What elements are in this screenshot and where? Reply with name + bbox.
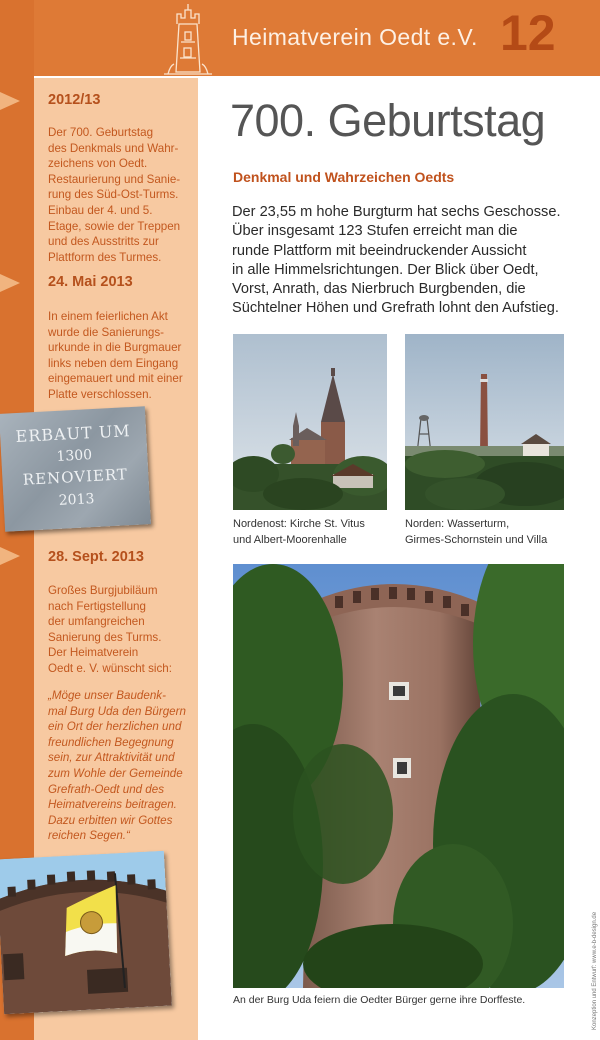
sidebar-quote: „Möge unser Baudenk- mal Burg Uda den Bürgern ein Ort der herzlichen und freundlichen Begegnung sein, zur Attraktivität und zum Wohle der Gemeinde Grefrath-Oedt und des Heimatvereins beitragen. Dazu erbitten wir Gottes reichen Segen.“ bbox=[48, 689, 186, 843]
design-credit: Konzeption und Entwurf: www.e-b-design.de bbox=[592, 911, 598, 1030]
section-marker bbox=[0, 92, 20, 110]
sidebar-text-2012: Der 700. Geburtstag des Denkmals und Wahr- zeichens von Oedt. Restaurierung und Sanie- rung des Süd-Ost-Turms. Einbau der 4. und 5. Etage, sowie der Treppen und des Ausstritts zur Plattform des Turmes. bbox=[48, 126, 181, 264]
page-title: 700. Geburtstag bbox=[230, 95, 546, 146]
sidebar-text-mai-2013: In einem feierlichen Akt wurde die Sanierungs- urkunde in die Burgmauer links neben dem Eingang eingemauert und mit einer Platte verschlossen. bbox=[48, 310, 183, 401]
castle-tower-photo bbox=[233, 564, 564, 988]
section-marker bbox=[0, 274, 20, 292]
church-photo bbox=[233, 334, 387, 510]
caption-church: Nordenost: Kirche St. Vitus und Albert-Moorenhalle bbox=[233, 518, 365, 546]
plaque-line: 1300 bbox=[56, 447, 93, 465]
flag-photo bbox=[0, 851, 172, 1015]
caption-watertower: Norden: Wasserturm, Girmes-Schornstein und Villa bbox=[405, 518, 548, 546]
stone-plaque-image bbox=[0, 406, 151, 531]
tower-logo-icon bbox=[160, 2, 216, 76]
header-title: Heimatverein Oedt e.V. bbox=[232, 24, 478, 50]
sidebar-heading-mai-2013: 24. Mai 2013 bbox=[48, 274, 133, 290]
page-subtitle: Denkmal und Wahrzeichen Oedts bbox=[233, 169, 455, 185]
page-number: 12 bbox=[500, 5, 556, 61]
plaque-line: RENOVIERT bbox=[22, 465, 129, 489]
section-marker bbox=[0, 547, 20, 565]
watertower-photo bbox=[405, 334, 564, 510]
sidebar-heading-sept-2013: 28. Sept. 2013 bbox=[48, 549, 144, 565]
sidebar-heading-2012: 2012/13 bbox=[48, 92, 101, 108]
plaque-line: ERBAUT UM bbox=[15, 421, 132, 447]
caption-castle-tower: An der Burg Uda feiern die Oedter Bürger gerne ihre Dorffeste. bbox=[233, 994, 526, 1006]
plaque-line: 2013 bbox=[58, 491, 95, 509]
body-text: Der 23,55 m hohe Burgturm hat sechs Geschosse. Über insgesamt 123 Stufen erreicht man die runde Plattform mit beeindruckender Aussicht in alle Himmelsrichtungen. Der Blick über Oedt, Vorst, Anrath, das Nierbruch Burgbenden, die Süchtelner Höhen und Grefrath lohnt den Aufstieg. bbox=[232, 204, 561, 317]
sidebar-text-sept-2013: Großes Burgjubiläum nach Fertigstellung der umfangreichen Sanierung des Turms. Der Heimatverein Oedt e. V. wünscht sich: bbox=[48, 584, 172, 675]
